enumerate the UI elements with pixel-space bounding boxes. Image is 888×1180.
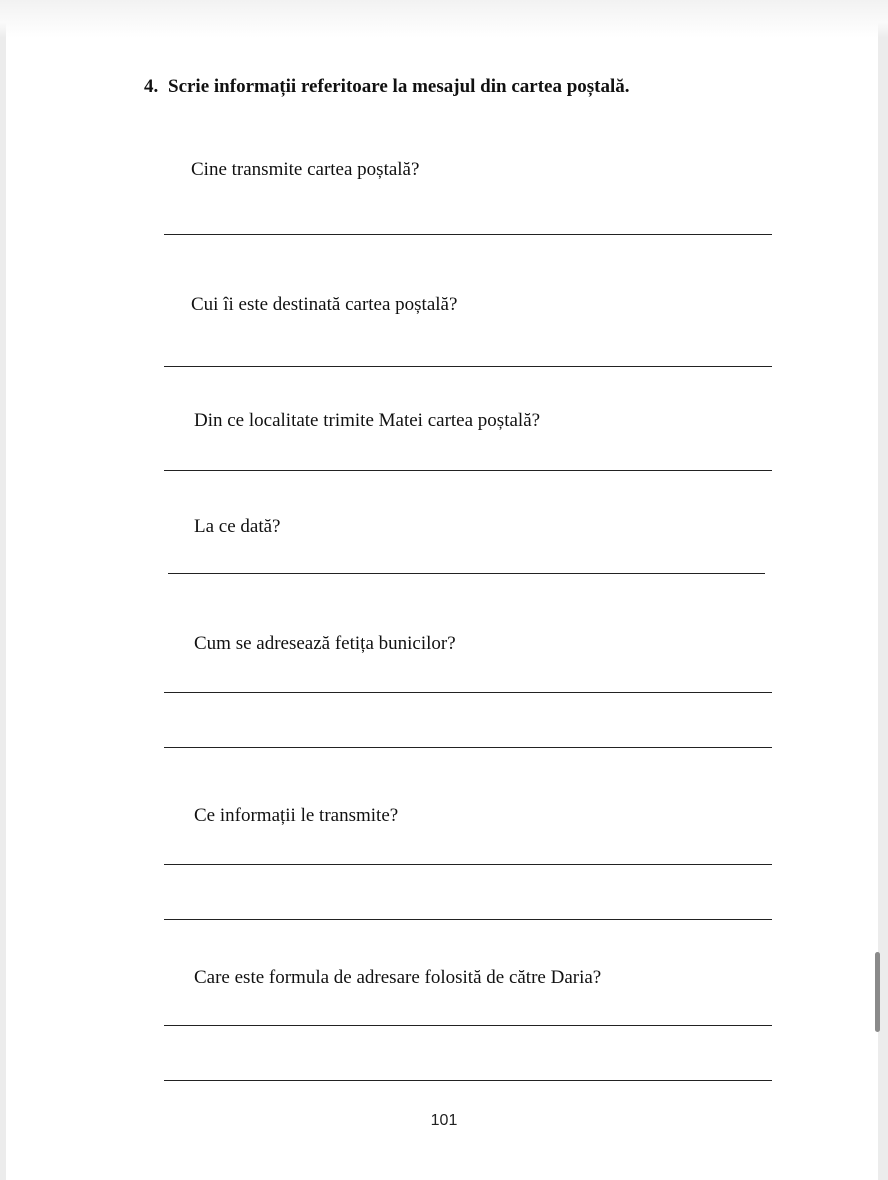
answer-line-3[interactable] xyxy=(164,470,772,471)
exercise-number: 4. xyxy=(144,76,159,97)
answer-line-2[interactable] xyxy=(164,366,772,367)
answer-line-6b[interactable] xyxy=(164,919,772,920)
question-3: Din ce localitate trimite Matei cartea poștală? xyxy=(194,410,541,431)
answer-line-4[interactable] xyxy=(168,573,765,574)
question-5: Cum se adresează fetița bunicilor? xyxy=(194,633,456,654)
top-edge-shadow xyxy=(0,0,888,38)
question-7: Care este formula de adresare folosită de către Daria? xyxy=(194,967,602,988)
answer-line-5b[interactable] xyxy=(164,747,772,748)
answer-line-6a[interactable] xyxy=(164,864,772,865)
question-1: Cine transmite cartea poștală? xyxy=(191,159,420,180)
answer-line-5a[interactable] xyxy=(164,692,772,693)
exercise-instruction: Scrie informații referitoare la mesajul din cartea poștală. xyxy=(168,76,630,97)
page-number: 101 xyxy=(430,1112,458,1129)
question-6: Ce informații le transmite? xyxy=(194,805,399,826)
answer-line-1[interactable] xyxy=(164,234,772,235)
exercise-heading xyxy=(144,76,630,98)
scrollbar-thumb[interactable] xyxy=(875,952,880,1032)
answer-line-7a[interactable] xyxy=(164,1025,772,1026)
answer-line-7b[interactable] xyxy=(164,1080,772,1081)
question-2: Cui îi este destinată cartea poștală? xyxy=(191,294,458,315)
worksheet-page xyxy=(6,0,878,1180)
question-4: La ce dată? xyxy=(194,516,281,537)
